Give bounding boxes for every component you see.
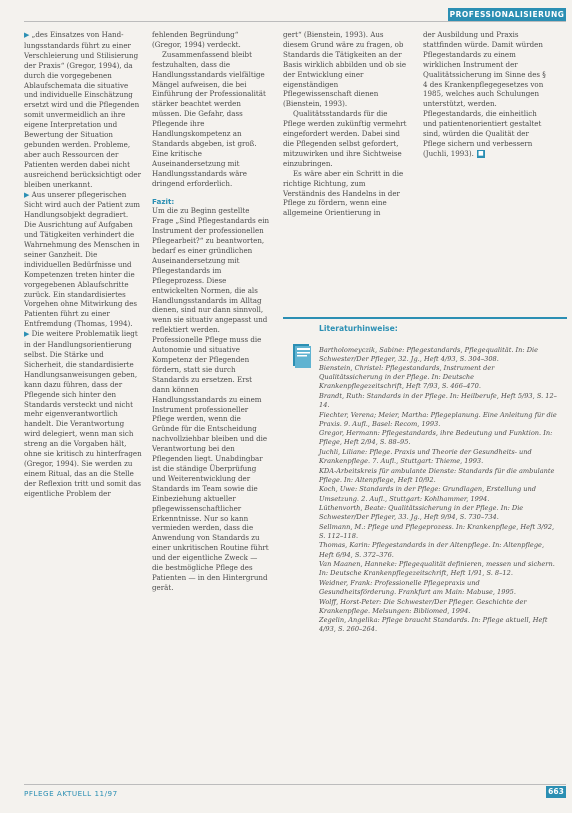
triangle-bullet-icon: ▶ (24, 31, 30, 39)
section-header: PROFESSIONALISIERUNG (449, 10, 565, 19)
paragraph-text: Die weitere Problematik liegt in der Handlungsorientierung selbst. Die Stärke und Sicherheit, die standardisierte Handlungsanweisungen geben, kann dazu führen, dass der Pflegende sich hinter den Standards versteckt und nicht mehr eigenverantwortlich handelt. Die Verantwortung wird delegiert, wenn man sich streng an die Vorgaben hält, ohne sie kritisch zu hinterfragen (Gregor, 1994). Sie werden zu einem Ritual, das an die Stelle der Reflexion tritt und somit das eigentliche Problem der (24, 329, 142, 498)
book-icon (289, 341, 315, 371)
literature-box (283, 317, 567, 752)
spacer (319, 336, 559, 345)
paragraph-text: Aus unserer pflegerischen Sicht wird auch der Patient zum Handlungsobjekt degradiert. Die Ausrichtung auf Aufgaben und Tätigkeiten verhindert die Wahrnehmung des Menschen in seiner Ganzheit. Die individuellen Bedürfnisse und Kompetenzen treten hinter die vorgegebenen Ablaufschritte zurück. Ein standardisiertes Vorgehen ohne Mitwirkung des Patienten führt zu einer Entfremdung (Thomas, 1994). (24, 189, 140, 329)
paragraph (24, 30, 142, 190)
literature-list (319, 336, 559, 635)
literature-entry: Lüthenvorth, Beate: Qualitätssicherung in der Pflege. In: Die Schwester/Der Pfleger, 33. Jg., Heft 9/94, S. 730–734. (319, 504, 524, 522)
literature-entry: Juchli, Liliane: Pflege. Praxis und Theorie der Gesundheits- und Krankenpflege. 7. Aufl., Stuttgart: Thieme, 1993. (319, 448, 532, 466)
footer-divider (24, 784, 566, 785)
paragraph (24, 190, 142, 330)
paragraph: Um die zu Beginn gestellte Frage „Sind Pflegestandards ein Instrument der professionellen Pflegearbeit?“ zu beantworten, bedarf es einer gründlichen Auseinandersetzung mit Pflegestandards im Pflegeprozess. Diese entwickelten Normen, die als Handlungsstandards im Alltag dienen, sind nur dann sinnvoll, wenn sie situativ angepasst und reflektiert werden. Professionelle Pflege muss die Autonomie und situative Kompetenz der Pflegenden fördern, statt sie durch Standards zu ersetzen. Erst dann können Handlungsstandards zu einem Instrument professioneller Pflege werden, wenn die Gründe für die Entscheidung nachvollziehbar bleiben und die Verantwortung bei den Pflegenden liegt. Unabdingbar ist die ständige Überprüfung und Weiterentwicklung der Standards im Team sowie die Einbeziehung aktueller pflegewissenschaftlicher Erkenntnisse. Nur so kann vermieden werden, dass die Anwendung von Standards zu einer unkritischen Routine führt und der eigentliche Zweck — die bestmögliche Pflege des Patienten — in den Hintergrund gerät. (152, 206, 270, 592)
paragraph: Es wäre aber ein Schritt in die richtige Richtung, zum Verständnis des Handelns in der Pflege zu fördern, wenn eine allgemeine Orientierung in (283, 168, 404, 218)
header-divider (24, 21, 566, 22)
paragraph (24, 329, 142, 498)
paragraph: Zusammenfassend bleibt festzuhalten, dass die Handlungsstandards vielfältige Mängel aufweisen, die bei Einführung der Professionalität stärker beachtet werden müssen. Die Gefahr, dass Pflegende ihre Handlungskompetenz an Standards abgeben, ist groß. Eine kritische Auseinandersetzung mit Handlungsstandards wäre dringend erforderlich. (152, 49, 266, 188)
column-4 (423, 30, 547, 159)
literature-entry: Weidner, Frank: Professionelle Pflegepraxis und Gesundheitsförderung. Frankfurt am Main: Mabuse, 1995. (319, 578, 516, 596)
literature-entry: Gregor, Hermann: Pflegestandards, ihre Bedeutung und Funktion. In: Pflege, Heft 2/94, S. 88–95. (319, 429, 553, 447)
literature-entry: KDA-Arbeitskreis für ambulante Dienste: Standards für die ambulante Pflege. In: Altenpflege, Heft 10/92. (319, 466, 555, 484)
literature-entry: Thomas, Karin: Pflegestandards in der Altenpflege. In: Altenpflege, Heft 6/94, S. 372–376. (319, 541, 545, 559)
literature-entry: Wolff, Horst-Peter: Die Schwester/Der Pfleger. Geschichte der Krankenpflege. Melsungen: Bibliomed, 1994. (319, 597, 527, 615)
literature-entry: Bienstein, Christel: Pflegestandards, Instrument der Qualitätssicherung in der Pflege. In: Deutsche Krankenpflegezeitschrift, Heft 7/93, S. 466–470. (319, 364, 495, 391)
literature-entry: Zegelin, Angelika: Pflege braucht Standards. In: Pflege aktuell, Heft 4/93, S. 260–264. (319, 616, 548, 634)
literature-entry: Brandt, Ruth: Standards in der Pflege. In: Heilberufe, Heft 5/93, S. 12–14. (319, 391, 557, 410)
literature-entry: Van Maanen, Hanneke: Pflegequalität definieren, messen und sichern. In: Deutsche Krankenpflegezeitschrift, Heft 1/91, S. 8–12. (319, 560, 555, 578)
subheading-fazit: Fazit: (152, 196, 175, 206)
column-2 (152, 30, 270, 593)
literature-entry: Bartholomeyczik, Sabine: Pflegestandards, Pflegequalität. In: Die Schwester/Der Pfleger, 32. Jg., Heft 4/93, S. 304–308. (319, 345, 538, 363)
column-1 (24, 30, 142, 499)
paragraph: Qualitätsstandards für die Pflege werden zukünftig vermehrt eingefordert werden. Dabei sind die Pflegenden selbst gefordert, mitzuwirken und ihre Sichtweise einzubringen. (283, 109, 407, 168)
triangle-bullet-icon: ▶ (24, 330, 30, 339)
paragraph-text: „des Einsatzes von Hand-lungsstandards führt zu einer Verschleierung und Stilisierung der Praxis“ (Gregor, 1994), da durch die vorgegebenen Ablaufschemata die situative und individuelle Einschätzung ersetzt wird und die Pflegenden somit unvermeidlich an ihre eigene Interpretation und Bewertung der Situation gebunden werden. Probleme, aber auch Ressourcen der Patienten werden dabei nicht ausreichend berücksichtigt oder bleiben unerkannt. (24, 30, 141, 189)
paragraph (423, 30, 547, 159)
literature-entry: Fiechter, Verena; Meier, Martha: Pflegeplanung. Eine Anleitung für die Praxis. 9. Aufl., Basel: Recom, 1993. (319, 410, 557, 428)
paragraph: gert“ (Bienstein, 1993). Aus diesem Grund wäre zu fragen, ob Standards die Tätigkeiten an der Basis wirklich abbilden und ob sie der Entwicklung einer eigenständigen Pflegewissenschaft dienen (Bienstein, 1993). (283, 30, 407, 109)
literature-title: Literaturhinweise: (319, 324, 398, 333)
literature-entry: Sellmann, M.: Pflege und Pflegeprozess. In: Krankenpflege, Heft 3/92, S. 112–118. (319, 522, 555, 540)
paragraph-text: der Ausbildung und Praxis stattfinden würde. Damit würden Pflegestandards zu einem wirklichen Instrument der Qualitätssicherung im Sinne des § 4 des Krankenpflegegesetzes von 1985, welches auch Schulungen unterstützt, werden. Pflegestandards, die einheitlich und patientenorientiert gestaltet sind, würden die Qualität der Pflege sichern und verbessern (Juchli, 1993). (423, 30, 546, 158)
journal-issue: PFLEGE AKTUELL 11/97 (24, 789, 118, 798)
triangle-bullet-icon: ▶ (24, 190, 30, 199)
literature-entry: Koch, Uwe: Standards in der Pflege: Grundlagen, Erstellung und Umsetzung. 2. Aufl., Stuttgart: Kohlhammer, 1994. (319, 485, 536, 503)
page-number: 663 (546, 786, 566, 798)
column-3 (283, 30, 407, 218)
article-end-icon: ■ (478, 149, 484, 157)
paragraph: fehlenden Begründung“ (Gregor, 1994) verdeckt. (152, 30, 241, 49)
